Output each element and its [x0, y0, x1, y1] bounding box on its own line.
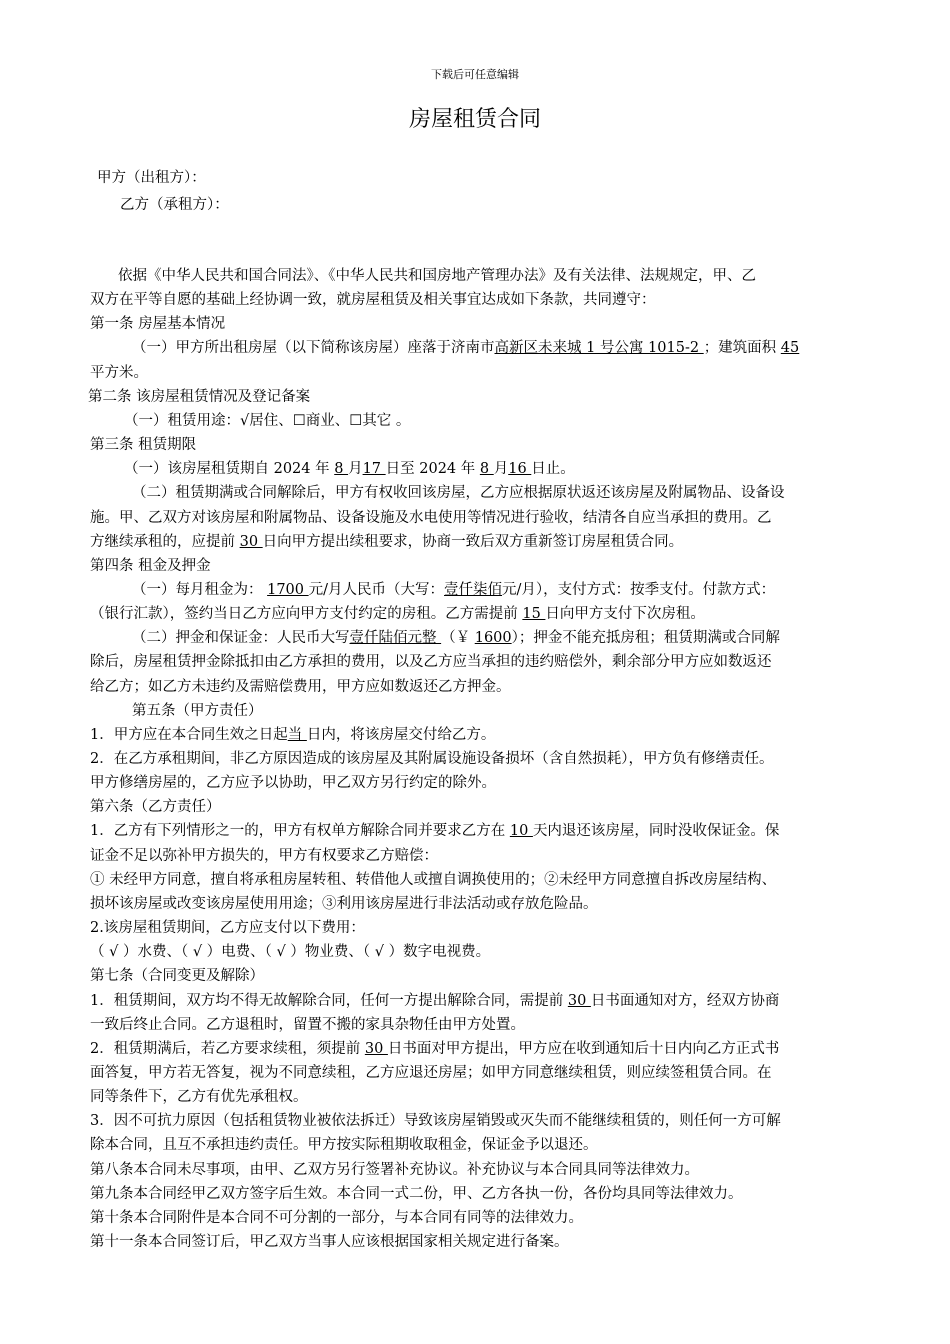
- contract-line: [90, 290, 656, 310]
- filled-blank: 壹仟柒佰: [444, 581, 503, 598]
- contract-line: [90, 918, 365, 938]
- filled-blank: 10: [509, 823, 533, 840]
- contract-line: [90, 1232, 569, 1252]
- line-text: 除本合同，且互不承担违约责任。甲方按实际租期收取租金，保证金予以退还。: [90, 1137, 598, 1154]
- filled-blank: 15: [522, 606, 546, 623]
- filled-blank: 8: [479, 461, 494, 478]
- line-text: （二）押金和保证金：人民币大写: [132, 630, 350, 647]
- filled-blank: 30: [239, 533, 263, 550]
- contract-line: [90, 991, 779, 1011]
- contract-line: [90, 532, 683, 552]
- contract-line: [90, 314, 225, 334]
- filled-blank: 45: [780, 340, 800, 357]
- contract-line: [90, 1135, 598, 1155]
- contract-line: [90, 942, 490, 962]
- line-text: 天内退还该房屋，同时没收保证金。保: [532, 823, 780, 840]
- line-text: 第六条（乙方责任）: [90, 799, 221, 816]
- contract-line: [90, 870, 776, 890]
- line-text: ① 未经甲方同意，擅自将承租房屋转租、转借他人或擅自调换使用的；②未经甲方同意擅自拆改房屋结构、: [90, 871, 777, 888]
- contract-line: [90, 749, 773, 769]
- contract-line: [132, 580, 775, 600]
- line-text: 1．租赁期间，双方均不得无故解除合同，任何一方提出解除合同，需提前: [90, 992, 568, 1009]
- line-text: 第三条 租赁期限: [90, 437, 197, 454]
- line-text: 日至 2024 年: [385, 461, 480, 478]
- line-text: 日向甲方支付下次房租。: [545, 606, 705, 623]
- contract-line: [132, 628, 780, 648]
- line-text: 第十一条本合同签订后，甲乙双方当事人应该根据国家相关规定进行备案。: [90, 1234, 569, 1250]
- contract-line: [88, 387, 310, 407]
- line-text: （￥: [441, 630, 475, 647]
- filled-blank: 17: [362, 461, 386, 478]
- contract-line: [132, 701, 263, 721]
- contract-line: [132, 483, 785, 503]
- line-text: 2.该房屋租赁期间，乙方应支付以下费用：: [90, 920, 365, 937]
- line-text: 日书面通知对方，经双方协商: [590, 992, 780, 1009]
- contract-line: [90, 773, 496, 793]
- contract-line: [90, 846, 438, 866]
- filled-blank: 1700: [267, 581, 309, 598]
- contract-line: [90, 1111, 781, 1131]
- line-text: 施。甲、乙双方对该房屋和附属物品、设备设施及水电使用等情况进行验收，结清各自应当承担的费用。乙: [90, 509, 772, 526]
- line-text: 日止。: [531, 461, 575, 478]
- line-text: 给乙方；如乙方未违约及需赔偿费用，甲方应如数返还乙方押金。: [90, 678, 511, 695]
- line-text: （一）租赁用途：√居住、☐商业、☐其它 。: [124, 412, 411, 429]
- filled-blank: 壹仟陆佰元整: [349, 630, 442, 647]
- line-text: 双方在平等自愿的基础上经协调一致，就房屋租赁及相关事宜达成如下条款，共同遵守：: [90, 292, 656, 309]
- line-text: 第九条本合同经甲乙双方签字后生效。本合同一式二份，甲、乙方各执一份，各份均具同等法律效力。: [90, 1185, 743, 1202]
- line-text: 依据《中华人民共和国合同法》、《中华人民共和国房地产管理办法》及有关法律、法规规定，甲、乙: [118, 268, 756, 284]
- line-text: 2．在乙方承租期间，非乙方原因造成的该房屋及其附属设施设备损坏（含自然损耗），甲方负有修缮责任。: [90, 751, 774, 767]
- line-text: 日书面对甲方提出，甲方应在收到通知后十日内向乙方正式书: [387, 1040, 780, 1057]
- party-b-label: 乙方（承租方）：: [120, 197, 229, 213]
- line-text: （一）每月租金为：: [132, 581, 268, 598]
- contract-line: [90, 435, 196, 455]
- contract-line: [90, 604, 705, 624]
- line-text: 面答复，甲方若无答复，视为不同意续租，乙方应退还房屋；如甲方同意继续租赁，则应续签租赁合同。在: [90, 1064, 772, 1081]
- line-text: 日内，将该房屋交付给乙方。: [306, 726, 496, 743]
- contract-line: [90, 1208, 583, 1228]
- line-text: （一）该房屋租赁期自 2024 年: [124, 461, 335, 478]
- line-text: 第八条本合同未尽事项，由甲、乙双方另行签署补充协议。补充协议与本合同具同等法律效力。: [90, 1161, 699, 1178]
- line-text: 第四条 租金及押金: [90, 557, 211, 574]
- contract-line: [90, 363, 148, 383]
- filled-blank: 30: [364, 1040, 388, 1057]
- line-text: （二）租赁期满或合同解除后，甲方有权收回该房屋，乙方应根据原状返还该房屋及附属物品、设备设: [132, 485, 785, 502]
- contract-line: [90, 1184, 743, 1204]
- line-text: 第一条 房屋基本情况: [90, 316, 226, 333]
- filled-blank: 8: [334, 461, 349, 478]
- contract-line: [90, 1015, 525, 1035]
- line-text: 甲方修缮房屋的，乙方应予以协助，甲乙双方另行约定的除外。: [90, 775, 496, 792]
- line-text: ；建筑面积: [703, 340, 781, 357]
- contract-line: [90, 556, 211, 576]
- contract-line: [90, 508, 772, 528]
- line-text: 第二条 该房屋租赁情况及登记备案: [88, 388, 311, 405]
- contract-line: [132, 338, 799, 358]
- line-text: 1．乙方有下列情形之一的，甲方有权单方解除合同并要求乙方在: [90, 823, 510, 840]
- line-text: （银行汇款），签约当日乙方应向甲方支付约定的房租。乙方需提前: [90, 606, 523, 623]
- filled-blank: 1600: [474, 630, 512, 647]
- filled-blank: 高新区未来城 1 号公寓 1015-2: [494, 340, 704, 357]
- header-note: 下载后可任意编辑: [431, 68, 519, 81]
- line-text: 第七条（合同变更及解除）: [90, 968, 264, 985]
- line-text: 元/月人民币（大写：: [308, 581, 445, 598]
- contract-line: [90, 1063, 772, 1083]
- line-text: 月: [493, 461, 509, 478]
- contract-line: [90, 725, 495, 745]
- contract-line: [90, 1160, 699, 1180]
- line-text: ）；押金不能充抵房租；租赁期满或合同解: [511, 630, 780, 647]
- line-text: 元/月），支付方式：按季支付。付款方式：: [502, 581, 776, 598]
- contract-line: [124, 459, 575, 479]
- contract-line: [90, 652, 772, 672]
- contract-line: [90, 677, 511, 697]
- line-text: 3．因不可抗力原因（包括租赁物业被依法拆迁）导致该房屋销毁或灭失而不能继续租赁的，则任何一方可解: [90, 1113, 781, 1130]
- line-text: 月: [348, 461, 363, 478]
- contract-line: [90, 797, 221, 817]
- contract-line: [90, 821, 779, 841]
- line-text: 第十条本合同附件是本合同不可分割的一部分，与本合同有同等的法律效力。: [90, 1209, 583, 1226]
- contract-line: [118, 266, 756, 286]
- contract-line: [90, 894, 598, 914]
- line-text: 2．租赁期满后，若乙方要求续租，须提前: [90, 1040, 365, 1057]
- line-text: （一）甲方所出租房屋（以下简称该房屋）座落于济南市: [132, 340, 495, 357]
- filled-blank: 当: [287, 726, 307, 743]
- line-text: 第五条（甲方责任）: [132, 702, 263, 719]
- line-text: （ √ ）水费、（ √ ）电费、（ √ ）物业费、（ √ ）数字电视费。: [90, 944, 491, 961]
- document-title: 房屋租赁合同: [408, 107, 541, 132]
- contract-line: [90, 1087, 308, 1107]
- line-text: 除后，房屋租赁押金除抵扣由乙方承担的费用，以及乙方应当承担的违约赔偿外，剩余部分甲方应如数返还: [90, 654, 772, 671]
- line-text: 方继续承租的，应提前: [90, 533, 240, 550]
- line-text: 一致后终止合同。乙方退租时，留置不搬的家具杂物任由甲方处置。: [90, 1016, 525, 1033]
- contract-line: [90, 1039, 779, 1059]
- filled-blank: 30: [567, 992, 591, 1009]
- line-text: 损坏该房屋或改变该房屋使用用途；③利用该房屋进行非法活动或存放危险品。: [90, 895, 598, 912]
- party-a-label: 甲方（出租方）：: [97, 170, 206, 186]
- contract-line: [90, 966, 264, 986]
- line-text: 1．甲方应在本合同生效之日起: [90, 726, 288, 743]
- line-text: 日向甲方提出续租要求，协商一致后双方重新签订房屋租赁合同。: [262, 533, 684, 550]
- line-text: 平方米。: [90, 364, 148, 381]
- line-text: 证金不足以弥补甲方损失的，甲方有权要求乙方赔偿：: [90, 847, 438, 864]
- line-text: 同等条件下，乙方有优先承租权。: [90, 1089, 308, 1106]
- filled-blank: 16: [508, 461, 532, 478]
- contract-line: [124, 411, 410, 431]
